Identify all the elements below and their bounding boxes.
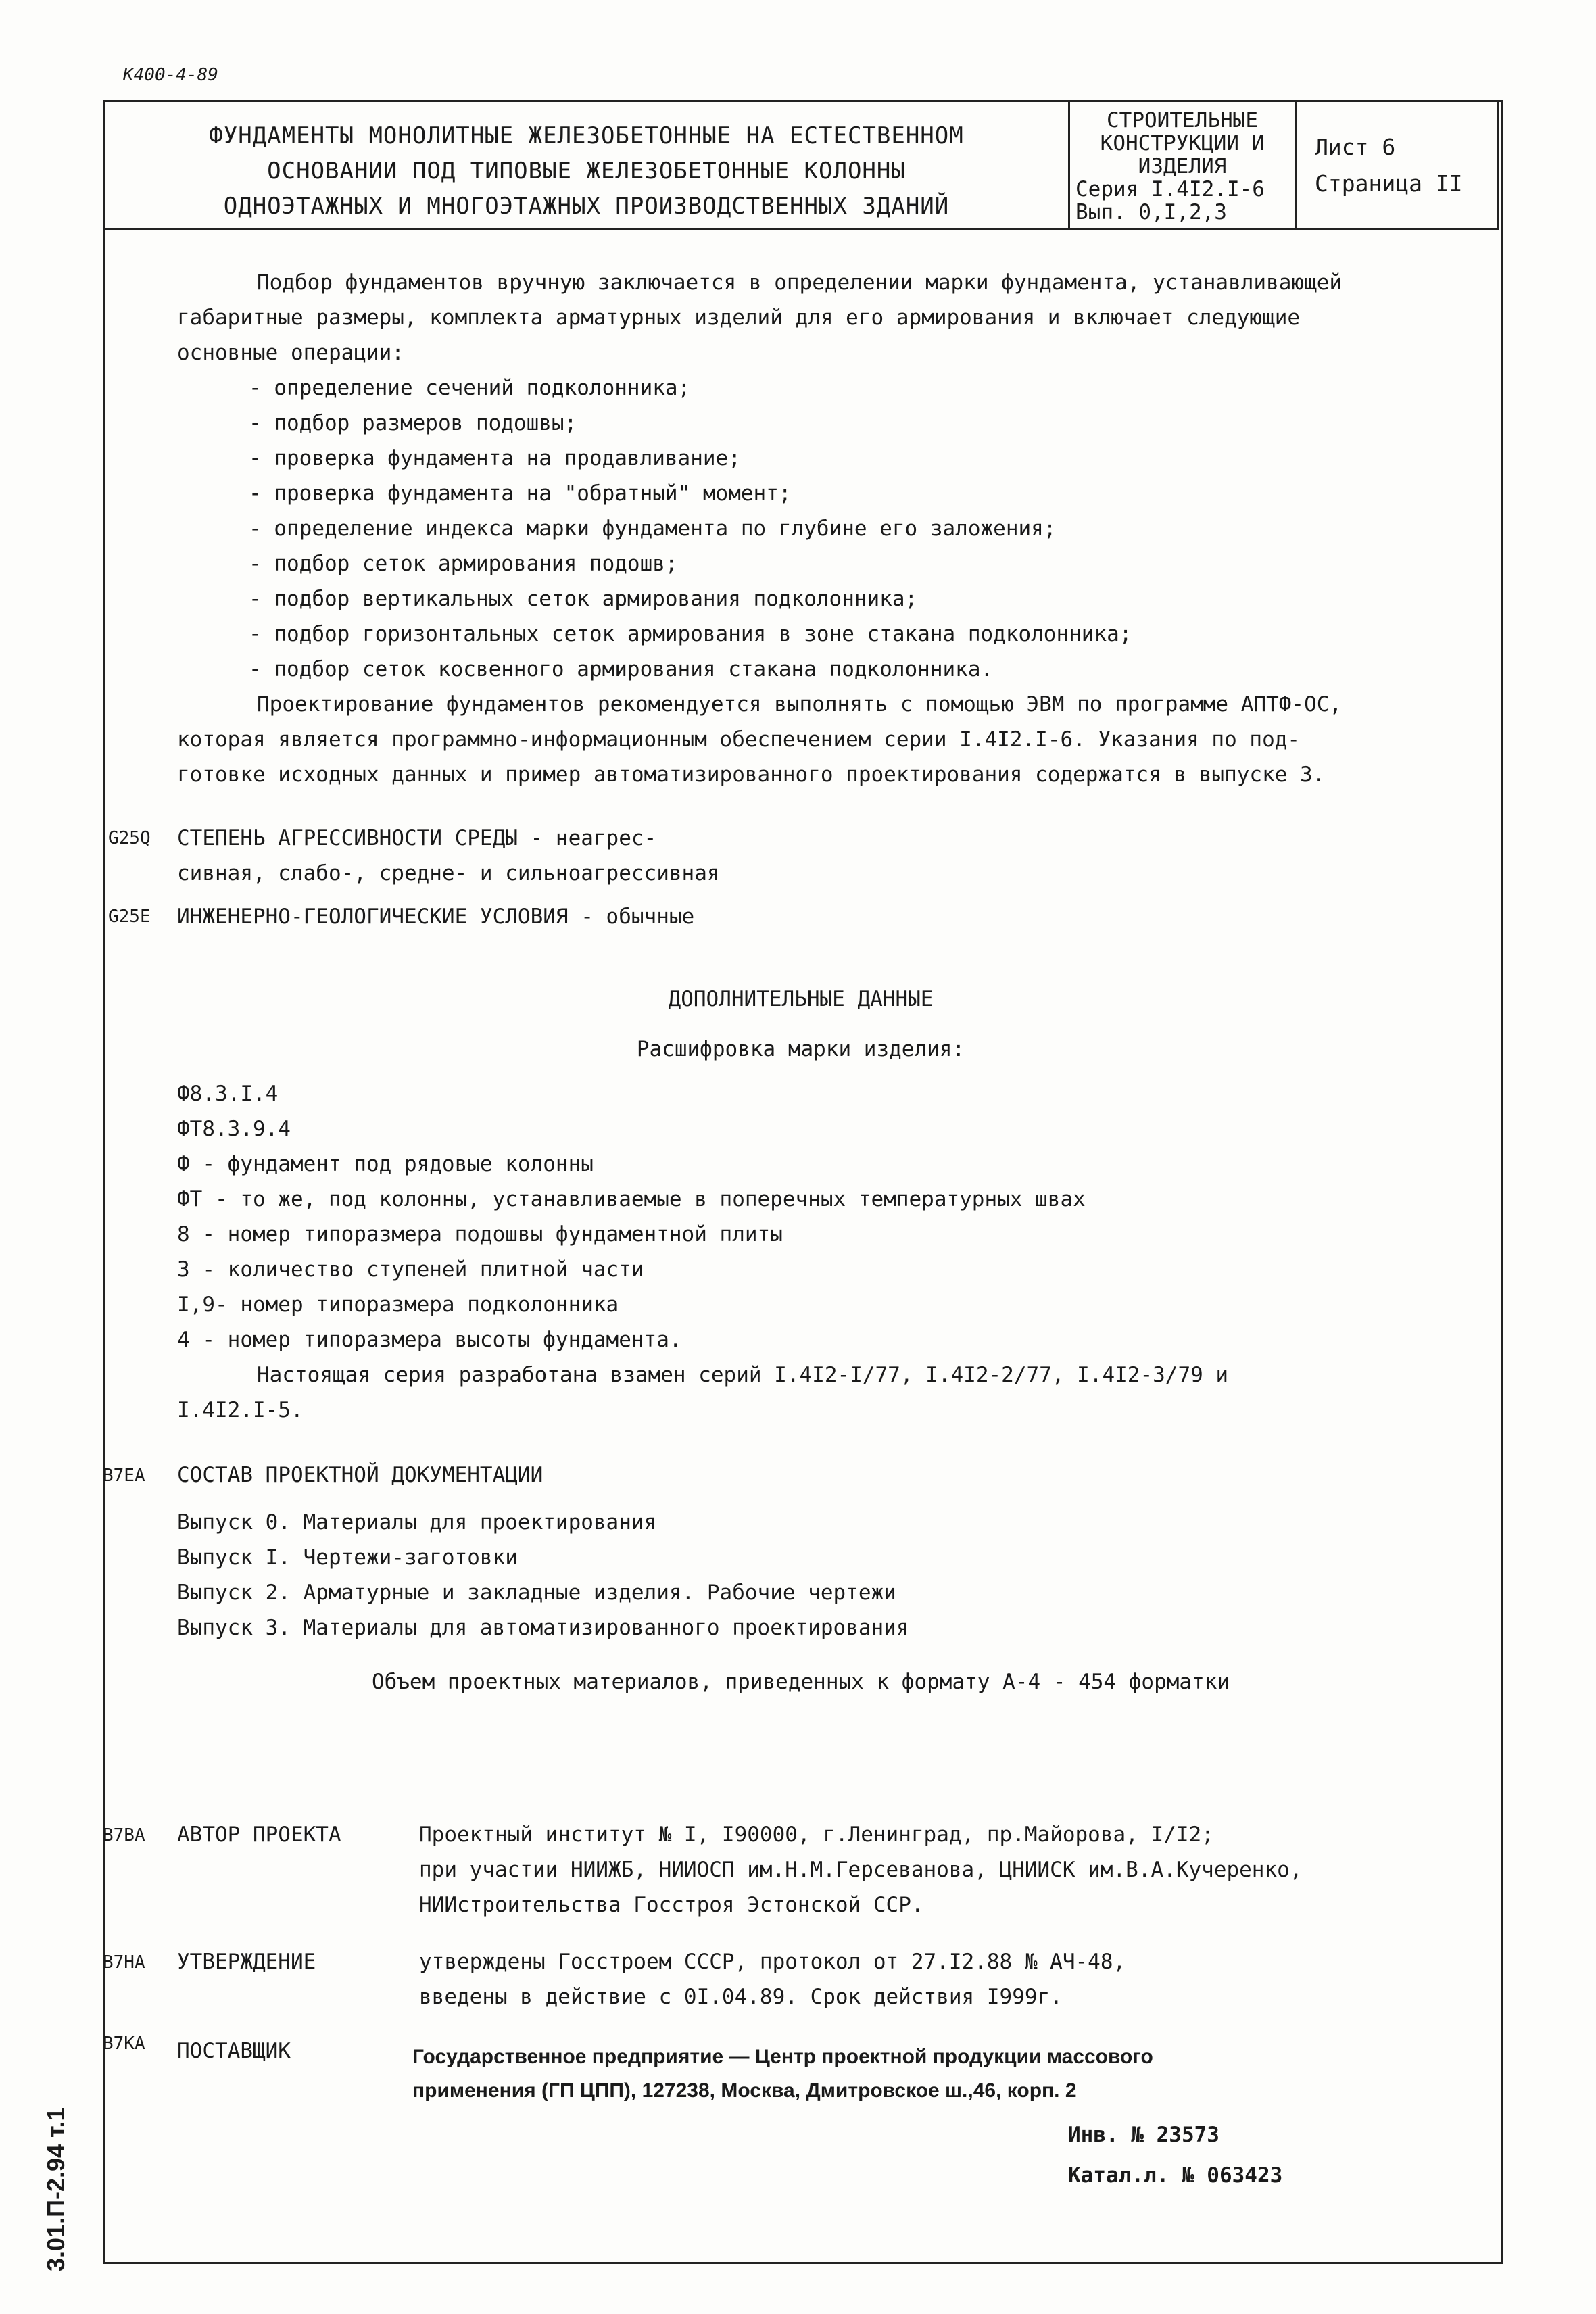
section-code: В7КА xyxy=(103,2033,145,2054)
page-number: Страница II xyxy=(1315,170,1463,197)
list-item: Ф - фундамент под рядовые колонны xyxy=(177,1152,594,1176)
margin-stamp: 3.01.П-2.94 т.1 xyxy=(42,2107,70,2271)
catalog-number: Катал.л. № 063423 xyxy=(1068,2163,1283,2188)
mark-examples: Ф8.3.I.4 ФТ8.3.9.4 xyxy=(177,1082,291,1141)
list-item: Выпуск I. Чертежи-заготовки xyxy=(177,1545,518,1570)
intro-paragraph: Подбор фундаментов вручную заключается в определении марки фундамента, устанавливающей габаритные размеры, комплекта арматурных изделий для его армирования и включает следующие основные операции: xyxy=(177,270,1343,365)
section-code: G25Е xyxy=(108,907,151,927)
list-item: - определение сечений подколонника; xyxy=(249,376,691,400)
geology-section: ИНЖЕНЕРНО-ГЕОЛОГИЧЕСКИЕ УСЛОВИЯ - обычные xyxy=(177,905,695,929)
document-title: ФУНДАМЕНТЫ МОНОЛИТНЫЕ ЖЕЛЕЗОБЕТОННЫЕ НА ЕСТЕСТВЕННОМ ОСНОВАНИИ ПОД ТИПОВЫЕ ЖЕЛЕЗОБЕТОННЫЕ КОЛОННЫ ОДНОЭТАЖНЫХ И МНОГОЭТАЖНЫХ ПРОИЗВОДСТВЕННЫХ ЗДАНИЙ xyxy=(209,122,964,220)
approval-label: УТВЕРЖДЕНИЕ xyxy=(177,1950,316,1974)
supplier-label: ПОСТАВЩИК xyxy=(177,2039,291,2063)
list-item: 4 - номер типоразмера высоты фундамента. xyxy=(177,1328,682,1352)
author-label: АВТОР ПРОЕКТА xyxy=(177,1823,341,1847)
section-code: В7ВА xyxy=(103,1825,145,1846)
supplier-text: Государственное предприятие — Центр проектной продукции массового применения (ГП ЦПП), 127238, Москва, Дмитровское ш.,46, корп. 2 xyxy=(412,2046,1153,2102)
series-cell: СТРОИТЕЛЬНЫЕ КОНСТРУКЦИИ И ИЗДЕЛИЯ Серия I.4I2.I-6 Вып. 0,I,2,3 xyxy=(1070,109,1295,224)
top-code: К400-4-89 xyxy=(123,65,218,85)
sheet-cell xyxy=(1315,129,1463,202)
additional-subheading: Расшифровка марки изделия: xyxy=(636,1037,965,1061)
list-item: 3 - количество ступеней плитной части xyxy=(177,1257,644,1282)
list-item: I,9- номер типоразмера подколонника xyxy=(177,1293,619,1317)
list-item: - подбор сеток косвенного армирования стакана подколонника. xyxy=(249,657,994,681)
list-item: 8 - номер типоразмера подошвы фундаментной плиты xyxy=(177,1222,783,1247)
list-item: Выпуск 2. Арматурные и закладные изделия. Рабочие чертежи xyxy=(177,1581,896,1605)
operations-list xyxy=(249,370,1132,687)
composition-list xyxy=(177,1505,909,1645)
author-text: Проектный институт № I, I90000, г.Ленинград, пр.Майорова, I/I2; при участии НИИЖБ, НИИОСП им.Н.М.Герсеванова, ЦНИИСК им.В.А.Кучеренко, НИИстроительства Госстроя Эстонской ССР. xyxy=(419,1823,1303,1917)
replacement-note: Настоящая серия разработана взамен серий I.4I2-I/77, I.4I2-2/77, I.4I2-3/79 и I.4I2.I-5. xyxy=(177,1363,1229,1422)
list-item: Выпуск 0. Материалы для проектирования xyxy=(177,1510,657,1535)
approval-text: утверждены Госстроем СССР, протокол от 27.I2.88 № АЧ-48, введены в действие с 0I.04.89. Срок действия I999г. xyxy=(419,1950,1126,2009)
list-item: - проверка фундамента на продавливание; xyxy=(249,446,741,471)
computer-design-paragraph: Проектирование фундаментов рекомендуется выполнять с помощью ЭВМ по программе АПТФ-ОС, которая является программно-информационным обеспечением серии I.4I2.I-6. Указания по под- готовке исходных данных и пример автоматизированного проектирования содержатся в выпуске 3. xyxy=(177,692,1343,787)
list-item: - подбор вертикальных сеток армирования подколонника; xyxy=(249,587,918,611)
title-block-divider xyxy=(1295,102,1297,228)
series-number: Серия I.4I2.I-6 xyxy=(1075,177,1265,201)
issues: Вып. 0,I,2,3 xyxy=(1075,200,1227,224)
volume-note: Объем проектных материалов, приведенных к формату А-4 - 454 форматки xyxy=(371,1670,1230,1694)
list-item: - подбор размеров подошвы; xyxy=(249,411,577,435)
sheet-number: Лист 6 xyxy=(1315,134,1396,160)
mark-legend xyxy=(177,1147,1086,1357)
additional-heading: ДОПОЛНИТЕЛЬНЫЕ ДАННЫЕ xyxy=(668,987,934,1011)
list-item: - подбор горизонтальных сеток армирования в зоне стакана подколонника; xyxy=(249,622,1132,646)
section-code: G25Q xyxy=(108,828,151,848)
list-item: Выпуск 3. Материалы для автоматизированного проектирования xyxy=(177,1616,909,1640)
inventory-block xyxy=(1068,2115,1282,2196)
list-item: - определение индекса марки фундамента по глубине его заложения; xyxy=(249,516,1057,541)
section-code: В7ЕА xyxy=(103,1466,145,1486)
composition-title: СОСТАВ ПРОЕКТНОЙ ДОКУМЕНТАЦИИ xyxy=(177,1463,543,1487)
inventory-number: Инв. № 23573 xyxy=(1068,2123,1219,2147)
list-item: ФТ - то же, под колонны, устанавливаемые в поперечных температурных швах xyxy=(177,1187,1086,1211)
aggressiveness-section: СТЕПЕНЬ АГРЕССИВНОСТИ СРЕДЫ - неагрес- сивная, слабо-, средне- и сильноагрессивная xyxy=(177,826,720,886)
list-item: - подбор сеток армирования подошв; xyxy=(249,552,678,576)
title-block xyxy=(103,100,1499,230)
list-item: - проверка фундамента на "обратный" момент; xyxy=(249,481,792,506)
section-code: В7НА xyxy=(103,1952,145,1973)
